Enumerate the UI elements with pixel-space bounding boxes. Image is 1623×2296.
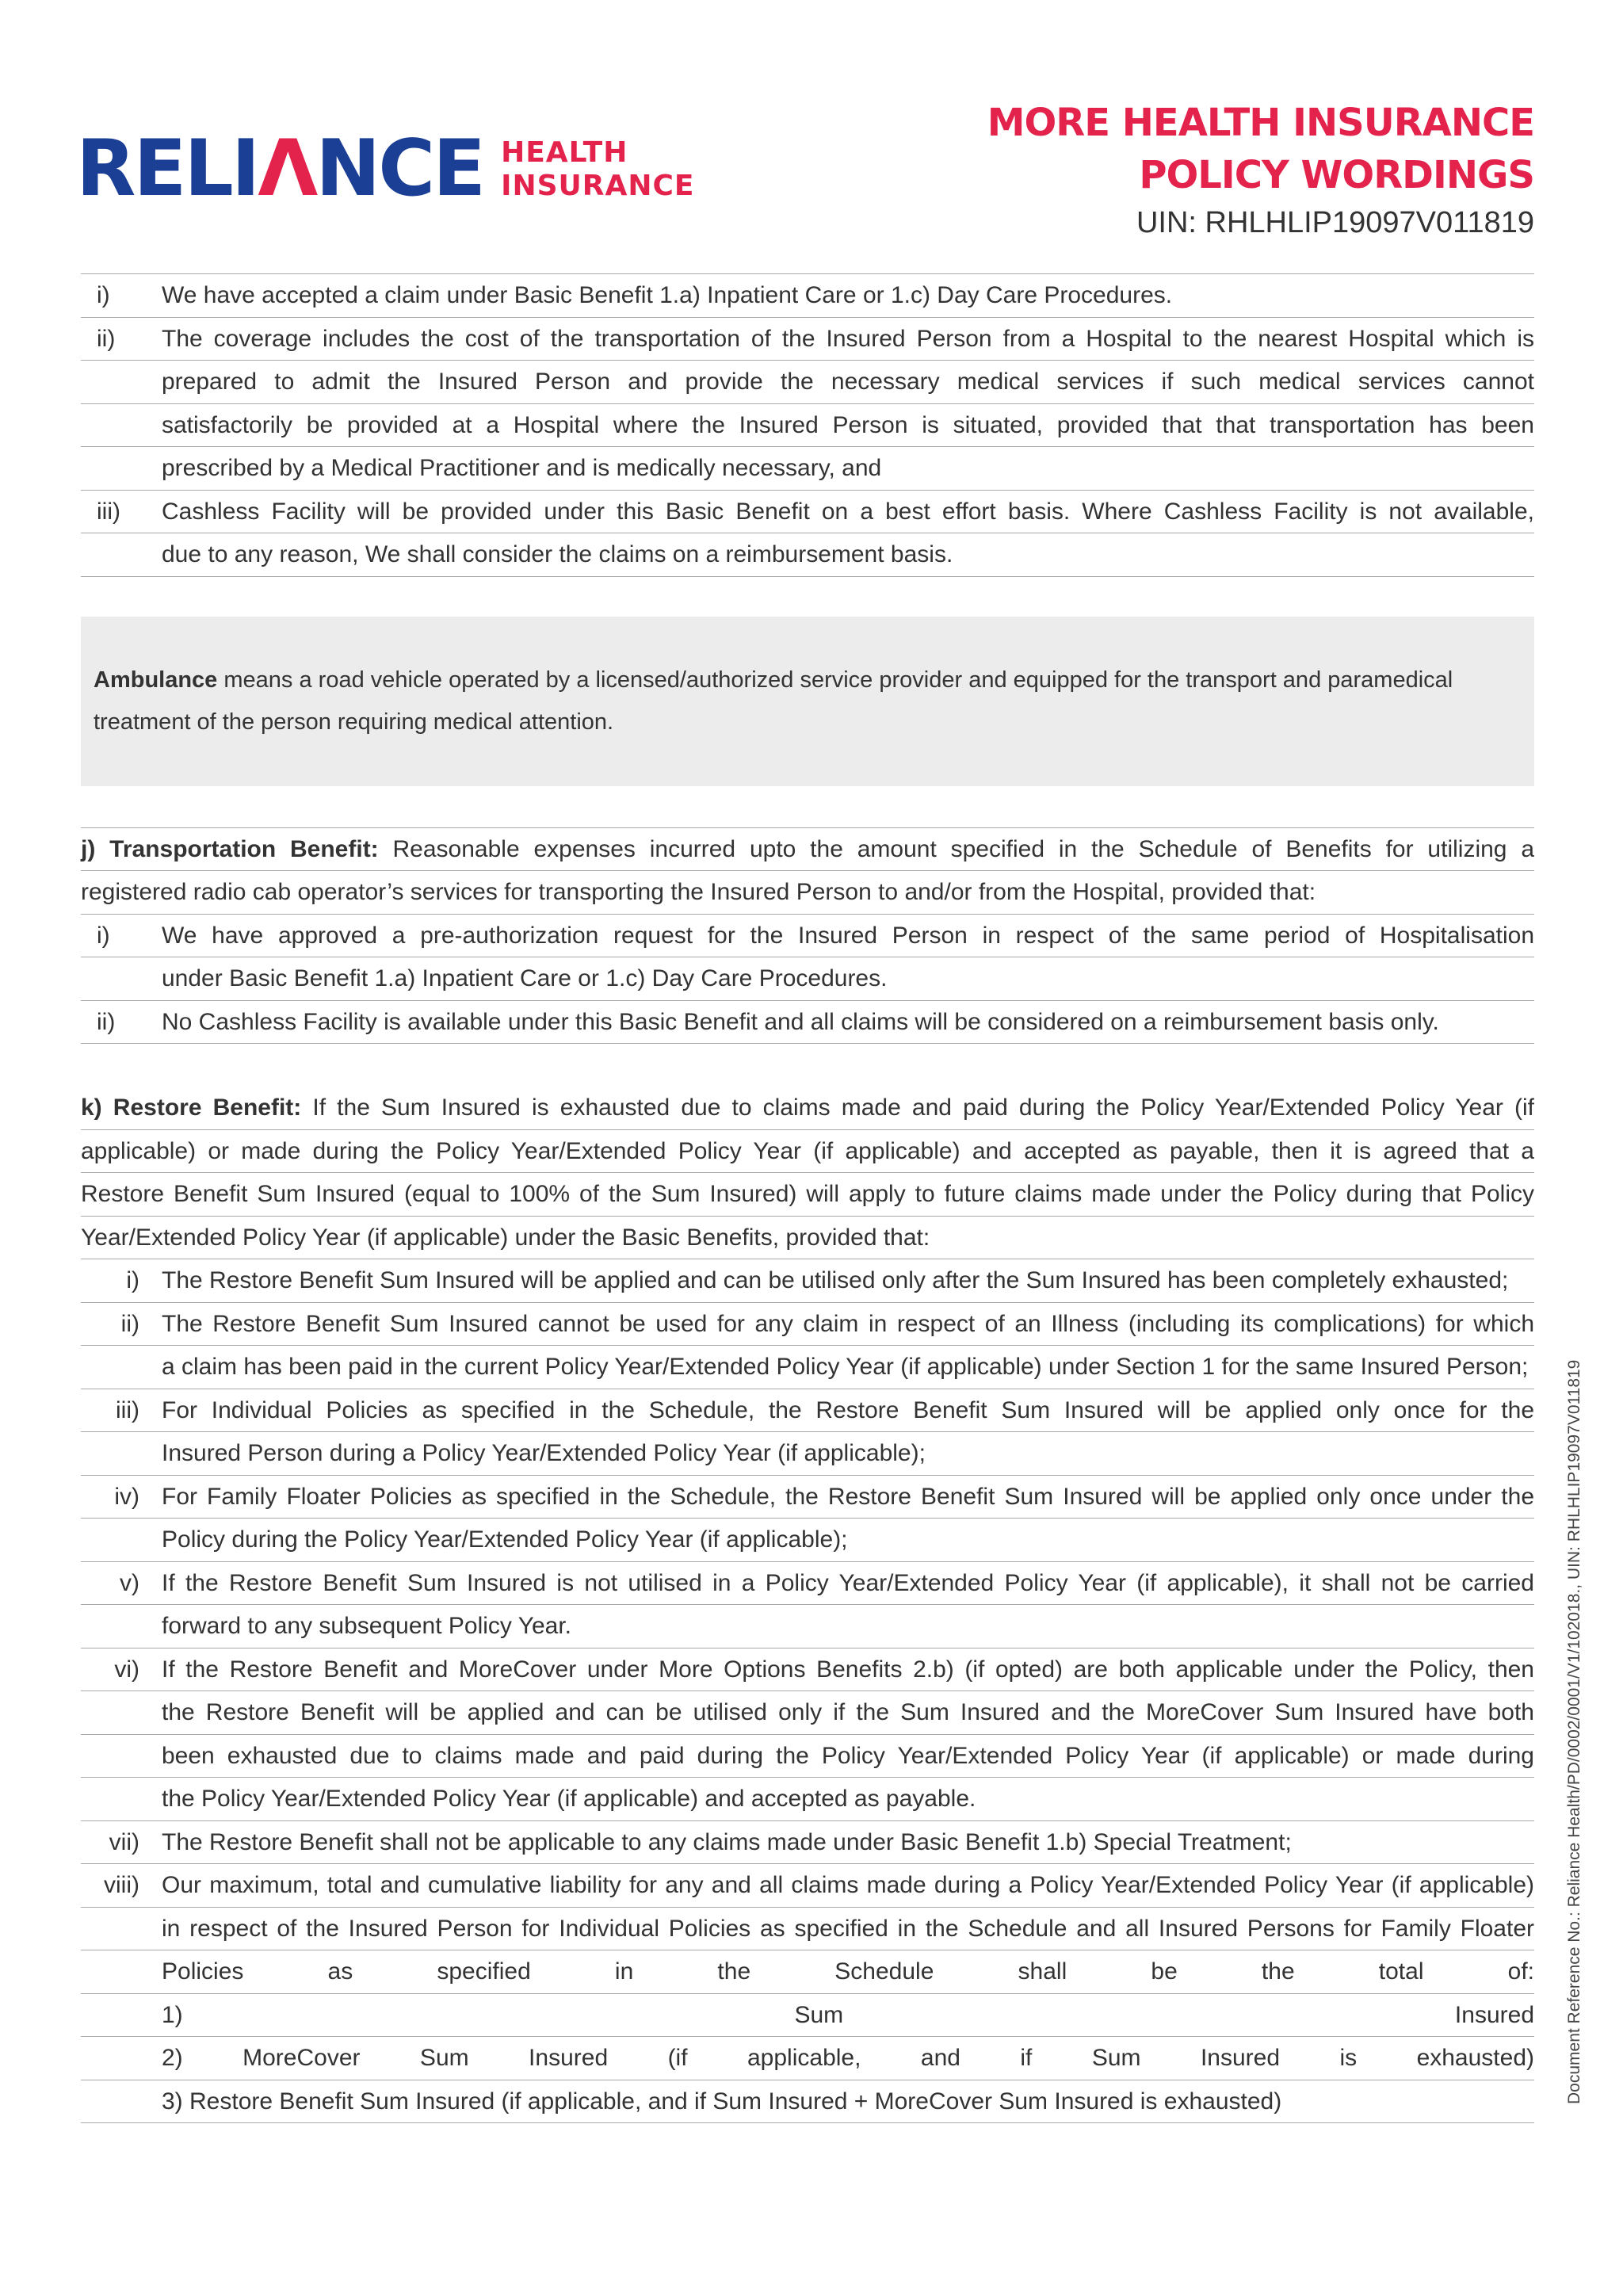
list-number: vi) [114, 1656, 139, 1683]
restore-item-2-line-1 [81, 1303, 1534, 1347]
transport-item-1-line-2 [81, 957, 1534, 1001]
restore-line-1: If the Sum Insured is exhausted due to claims made and paid during the Policy Year/Extended Policy Year (if [301, 1095, 1534, 1121]
list-text: The Restore Benefit Sum Insured will be applied and can be utilised only after the Sum Insured has been completely exhausted; [162, 1267, 1509, 1293]
list-number [81, 1908, 162, 1950]
list-text: due to any reason, We shall consider the claims on a reimbursement basis. [162, 541, 953, 567]
logo-subtitle [501, 136, 694, 203]
transport-item-1-line-1 [81, 915, 1534, 958]
list-text: No Cashless Facility is available under this Basic Benefit and all claims will be considered on a reimbursement basis only. [162, 1008, 1439, 1035]
list-text: 1) Sum Insured [162, 2001, 1534, 2028]
transport-label: j) Transportation Benefit: [81, 835, 379, 862]
list-number: i) [97, 282, 110, 308]
list-number: iii) [116, 1396, 139, 1423]
list-text: For Individual Policies as specified in the Schedule, the Restore Benefit Sum Insured will be applied only once for the [162, 1396, 1534, 1423]
list-number [81, 361, 162, 403]
restore-list [81, 1259, 1534, 2123]
list-text: been exhausted due to claims made and paid during the Policy Year/Extended Policy Year (if applicable) or made during [162, 1742, 1534, 1769]
company-logo [76, 124, 695, 214]
restore-item-8-line-3 [81, 1950, 1534, 1994]
list-number: i) [126, 1267, 139, 1293]
list-text: the Restore Benefit will be applied and can be utilised only if the Sum Insured and the MoreCover Sum Insured have both [162, 1699, 1534, 1725]
restore-item-6-line-2 [81, 1691, 1534, 1735]
restore-item-4-line-2 [81, 1519, 1534, 1562]
list-number: iv) [114, 1483, 139, 1510]
list-text: forward to any subsequent Policy Year. [162, 1613, 572, 1639]
list-number [81, 1519, 162, 1561]
list-number [81, 2037, 162, 2080]
section-i-item-2-line-1 [81, 318, 1534, 361]
side-document-reference: Document Reference No.: Reliance Health/PD/0002/0001/V1/102018., UIN: RHLHLIP19097V011819 [1565, 1359, 1583, 2104]
restore-item-3-line-1 [81, 1389, 1534, 1433]
list-number: iii) [97, 498, 120, 525]
logo-sub-insurance: INSURANCE [501, 170, 695, 202]
list-number [81, 1778, 162, 1820]
list-number [81, 1994, 162, 2037]
transport-intro-line-1 [81, 828, 1534, 872]
list-text: The Restore Benefit shall not be applicable to any claims made under Basic Benefit 1.b) Special Treatment; [162, 1828, 1292, 1855]
definition-box [81, 617, 1534, 786]
list-number: i) [97, 922, 110, 949]
list-number: vii) [109, 1828, 139, 1855]
section-i-item-3-line-2 [81, 533, 1534, 577]
restore-label: k) Restore Benefit: [81, 1095, 302, 1121]
list-text: in respect of the Insured Person for Individual Policies as specified in the Schedule and all Insured Persons for Family Floater [162, 1915, 1534, 1942]
list-number [81, 1605, 162, 1648]
logo-sub-health: HEALTH [501, 136, 628, 169]
transport-intro-line-2: registered radio cab operator’s services for transporting the Insured Person to and/or from the Hospital, provided that: [81, 871, 1534, 915]
restore-item-3-line-2 [81, 1432, 1534, 1476]
restore-item-5-line-1 [81, 1562, 1534, 1606]
section-i-item-1-line-1 [81, 274, 1534, 318]
restore-intro-line-4: Year/Extended Policy Year (if applicable) under the Basic Benefits, provided that: [81, 1217, 1534, 1260]
list-text: Our maximum, total and cumulative liability for any and all claims made during a Policy Year/Extended Policy Year (if applicable) [162, 1872, 1534, 1898]
list-number [81, 1432, 162, 1475]
list-number: ii) [97, 325, 116, 352]
list-text: If the Restore Benefit Sum Insured is not utilised in a Policy Year/Extended Policy Year (if applicable), it shall not be carried [162, 1569, 1534, 1596]
list-number [81, 404, 162, 447]
list-number [81, 447, 162, 490]
list-number [81, 957, 162, 1000]
list-text: If the Restore Benefit and MoreCover under More Options Benefits 2.b) (if opted) are both applicable under the Policy, then [162, 1656, 1534, 1683]
list-text: The coverage includes the cost of the transportation of the Insured Person from a Hospital to the nearest Hospital which is [162, 325, 1534, 352]
restore-item-5-line-2 [81, 1605, 1534, 1648]
section-i-item-2-line-2 [81, 361, 1534, 404]
logo-wordmark: RELIΛNCE [76, 124, 484, 214]
policy-content [81, 273, 1534, 2123]
list-number [81, 2080, 162, 2123]
section-i-item-3-line-1 [81, 491, 1534, 534]
restore-item-8-line-5 [81, 2037, 1534, 2080]
restore-item-6-line-4 [81, 1778, 1534, 1821]
list-text: For Family Floater Policies as specified in the Schedule, the Restore Benefit Sum Insured will be applied only once under the [162, 1483, 1534, 1510]
restore-item-6-line-3 [81, 1735, 1534, 1778]
list-number [81, 533, 162, 576]
restore-intro-line-1 [81, 1087, 1534, 1130]
list-number: v) [120, 1569, 139, 1596]
list-text: We have approved a pre-authorization request for the Insured Person in respect of the same period of Hospitalisation [162, 922, 1534, 949]
restore-intro-line-3: Restore Benefit Sum Insured (equal to 100% of the Sum Insured) will apply to future claims made under the Policy during that Policy [81, 1173, 1534, 1217]
list-text: prescribed by a Medical Practitioner and is medically necessary, and [162, 455, 882, 481]
restore-item-4-line-1 [81, 1476, 1534, 1519]
list-number [81, 1346, 162, 1389]
list-number [81, 1735, 162, 1778]
restore-item-1-line-1 [81, 1259, 1534, 1303]
section-i-item-2-line-3 [81, 404, 1534, 448]
transport-list [81, 915, 1534, 1045]
list-text: Insured Person during a Policy Year/Extended Policy Year (if applicable); [162, 1440, 926, 1466]
list-number [81, 1691, 162, 1734]
list-number [81, 1950, 162, 1993]
document-title [987, 97, 1534, 243]
list-text: Cashless Facility will be provided under this Basic Benefit on a best effort basis. Where Cashless Facility is not available, [162, 498, 1534, 525]
list-number: viii) [104, 1872, 139, 1898]
transport-line-1: Reasonable expenses incurred upto the amount specified in the Schedule of Benefits for utilizing a [378, 835, 1534, 862]
restore-item-7-line-1 [81, 1821, 1534, 1865]
list-text: The Restore Benefit Sum Insured cannot be used for any claim in respect of an Illness (including its complications) for which [162, 1310, 1534, 1337]
uin-number: UIN: RHLHLIP19097V011819 [1136, 206, 1534, 239]
definition-term: Ambulance [94, 667, 218, 693]
title-line-1: MORE HEALTH INSURANCE [987, 101, 1534, 145]
transport-item-2-line-1 [81, 1001, 1534, 1045]
section-i-list [81, 274, 1534, 577]
list-number: ii) [97, 1008, 116, 1035]
list-text: satisfactorily be provided at a Hospital where the Insured Person is situated, provided that that transportation has been [162, 411, 1534, 438]
definition-text: means a road vehicle operated by a licensed/authorized service provider and equipped for the transport and paramedical treatment of the person requiring medical attention. [94, 667, 1453, 735]
title-line-2: POLICY WORDINGS [1139, 153, 1534, 197]
list-text: Policies as specified in the Schedule shall be the total of: [162, 1958, 1534, 1985]
list-text: prepared to admit the Insured Person and provide the necessary medical services if such medical services cannot [162, 369, 1534, 395]
list-text: Policy during the Policy Year/Extended Policy Year (if applicable); [162, 1526, 848, 1553]
list-number: ii) [120, 1310, 139, 1337]
restore-item-6-line-1 [81, 1648, 1534, 1692]
list-text: 2) MoreCover Sum Insured (if applicable, and if Sum Insured is exhausted) [162, 2045, 1534, 2071]
list-text: the Policy Year/Extended Policy Year (if applicable) and accepted as payable. [162, 1786, 976, 1812]
restore-item-2-line-2 [81, 1346, 1534, 1389]
restore-item-8-line-4 [81, 1994, 1534, 2038]
restore-item-8-line-1 [81, 1864, 1534, 1908]
list-text: a claim has been paid in the current Policy Year/Extended Policy Year (if applicable) under Section 1 for the same Insured Person; [162, 1354, 1529, 1380]
list-text: We have accepted a claim under Basic Benefit 1.a) Inpatient Care or 1.c) Day Care Procedures. [162, 282, 1173, 308]
restore-item-8-line-2 [81, 1908, 1534, 1951]
list-text: under Basic Benefit 1.a) Inpatient Care or 1.c) Day Care Procedures. [162, 965, 888, 991]
restore-intro-line-2: applicable) or made during the Policy Year/Extended Policy Year (if applicable) and accepted as payable, then it is agreed that a [81, 1130, 1534, 1174]
section-i-item-2-line-4 [81, 447, 1534, 491]
list-text: 3) Restore Benefit Sum Insured (if applicable, and if Sum Insured + MoreCover Sum Insured is exhausted) [162, 2088, 1282, 2115]
restore-item-8-line-6 [81, 2080, 1534, 2124]
